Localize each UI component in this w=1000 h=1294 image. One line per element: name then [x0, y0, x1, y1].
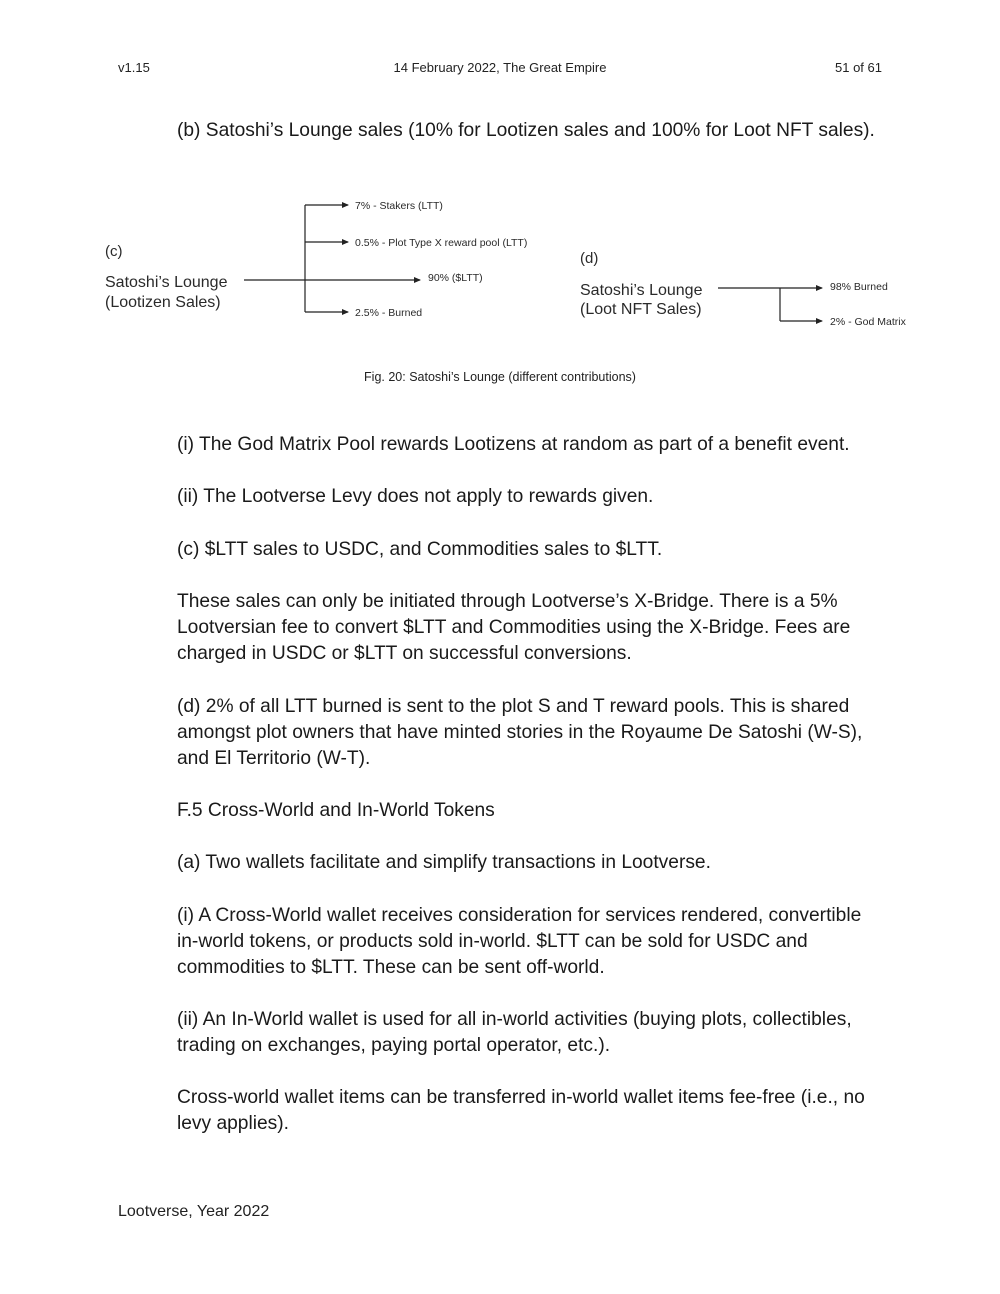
- paragraph-fee-free-transfer: Cross-world wallet items can be transferred in-world wallet items fee-free (i.e., no levy applies).: [177, 1087, 865, 1134]
- diagram-c-branch-ltt: 90% ($LTT): [428, 272, 483, 284]
- diagram-d-tag: (d): [580, 250, 599, 267]
- page-number: 51 of 61: [835, 60, 882, 75]
- figure-caption: Fig. 20: Satoshi’s Lounge (different contributions): [364, 370, 636, 384]
- document-version: v1.15: [118, 60, 150, 75]
- paragraph-ltt-burned: (d) 2% of all LTT burned is sent to the plot S and T reward pools. This is shared amongst plot owners that have minted stories in the Royaume De Satoshi (W-S), and El Territorio (W-T).: [177, 696, 863, 769]
- diagram-c-tag: (c): [105, 243, 123, 260]
- paragraph-x-bridge: These sales can only be initiated through Lootverse’s X-Bridge. There is a 5% Lootversian fee to convert $LTT and Commodities using the X-Bridge. Fees are charged in USDC or $LTT on successful conversions.: [177, 591, 851, 664]
- diagram-c-branch-plot-pool: 0.5% - Plot Type X reward pool (LTT): [355, 237, 528, 249]
- paragraph-two-wallets: (a) Two wallets facilitate and simplify transactions in Lootverse.: [177, 852, 711, 873]
- diagram-d-source-line2: (Loot NFT Sales): [580, 301, 702, 318]
- paragraph-in-world-wallet: (ii) An In-World wallet is used for all in-world activities (buying plots, collectibles, trading on exchanges, paying portal operator, etc.).: [177, 1009, 852, 1056]
- diagram-d-branch-god-matrix: 2% - God Matrix: [830, 316, 906, 328]
- intro-paragraph: (b) Satoshi’s Lounge sales (10% for Lootizen sales and 100% for Loot NFT sales).: [177, 120, 875, 141]
- section-heading-f5: F.5 Cross-World and In-World Tokens: [177, 800, 495, 821]
- diagram-c: [105, 200, 527, 319]
- diagram-c-source-line2: (Lootizen Sales): [105, 294, 221, 311]
- page-footer: Lootverse, Year 2022: [118, 1203, 270, 1220]
- satoshis-lounge-diagram: [0, 180, 1000, 340]
- diagram-c-branch-burned: 2.5% - Burned: [355, 307, 423, 319]
- diagram-d-branch-burned: 98% Burned: [830, 281, 888, 293]
- document-date-line: 14 February 2022, The Great Empire: [393, 60, 607, 75]
- diagram-c-source-line1: Satoshi’s Lounge: [105, 274, 228, 291]
- paragraph-cross-world-wallet: (i) A Cross-World wallet receives consideration for services rendered, convertible in-world tokens, or products sold in-world. $LTT can be sold for USDC and commodities to $LTT. These can be sent off-world.: [177, 905, 862, 978]
- paragraph-levy-rewards: (ii) The Lootverse Levy does not apply to rewards given.: [177, 486, 654, 507]
- diagram-d: [580, 250, 907, 328]
- paragraph-god-matrix-pool: (i) The God Matrix Pool rewards Lootizens at random as part of a benefit event.: [177, 434, 850, 455]
- paragraph-ltt-sales: (c) $LTT sales to USDC, and Commodities sales to $LTT.: [177, 539, 663, 560]
- diagram-c-branch-stakers: 7% - Stakers (LTT): [355, 200, 443, 212]
- diagram-d-source-line1: Satoshi’s Lounge: [580, 282, 703, 299]
